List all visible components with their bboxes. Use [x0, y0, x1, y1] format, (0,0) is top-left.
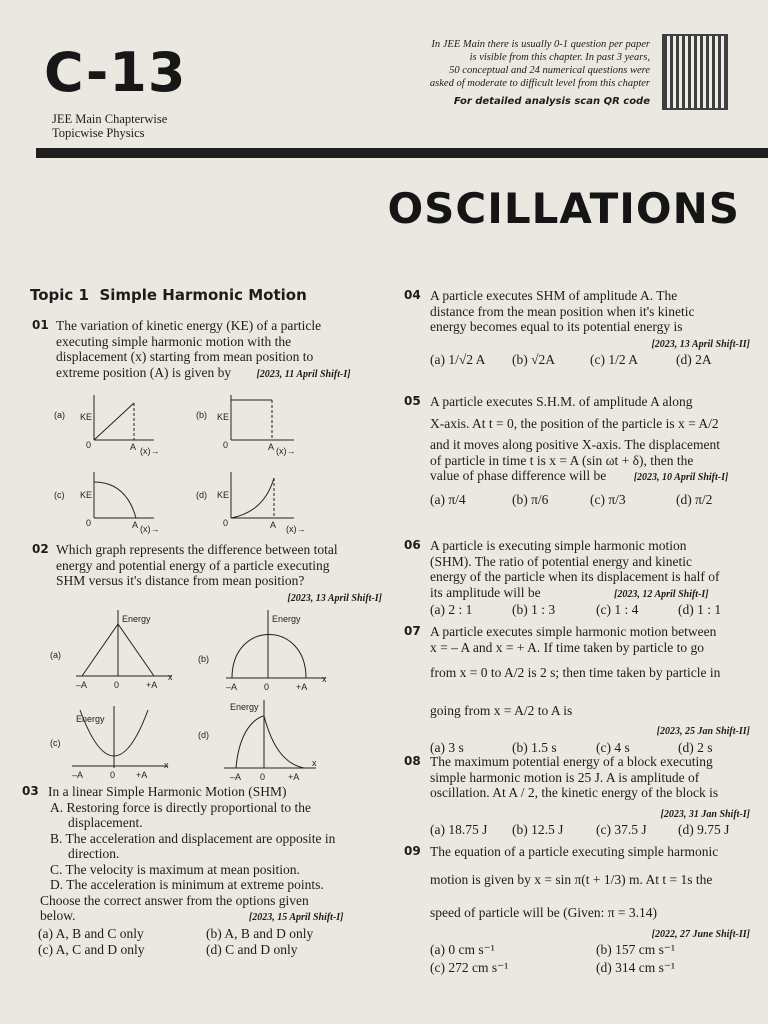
axis-label: (x)→: [140, 446, 160, 456]
answer-option: (c) 272 cm s⁻¹: [430, 960, 509, 975]
answer-option: (d) 314 cm s⁻¹: [596, 960, 676, 975]
question-line: of particle in time t is x = A (sin ωt + δ), then the: [430, 452, 694, 468]
question-line: simple harmonic motion is 25 J. A is amplitude of: [430, 769, 700, 785]
exam-reference: [2023, 15 April Shift-I]: [248, 912, 344, 923]
question-line: A particle executes SHM of amplitude A. The: [430, 288, 678, 303]
axis-label: 0: [223, 518, 229, 528]
chapter-title: OSCILLATIONS: [387, 184, 740, 233]
axis-label: –A: [230, 772, 242, 782]
question-line: its amplitude will be: [430, 584, 541, 600]
ke-curve: [231, 478, 274, 518]
option-label: (b): [196, 410, 207, 420]
answer-option: (c) 37.5 J: [596, 822, 647, 837]
question-line: x = – A and x = + A. If time taken by particle to go: [430, 639, 705, 655]
question-number: 04: [404, 288, 421, 302]
axis-label: 0: [86, 518, 92, 528]
axis-label: Energy: [122, 614, 151, 624]
question-line: value of phase difference will be: [430, 468, 607, 483]
axis-label: 0: [86, 440, 92, 450]
question-line: extreme position (A) is given by: [56, 364, 232, 380]
answer-option: (d) 2A: [676, 352, 712, 367]
answer-option: (a) π/4: [430, 491, 466, 507]
exam-info: [330, 38, 650, 90]
question-05: [404, 394, 756, 514]
energy-curve: [232, 635, 306, 679]
question-line: X-axis. At t = 0, the position of the particle is x = A/2: [430, 415, 719, 431]
question-line: A particle executes simple harmonic motion between: [430, 624, 717, 639]
answer-option: (d) 9.75 J: [678, 822, 730, 837]
axis-label: +A: [146, 680, 158, 690]
answer-option: (c) A, C and D only: [38, 941, 145, 957]
header-divider: [36, 148, 768, 158]
statement: Choose the correct answer from the options given: [40, 892, 309, 908]
axis-label: 0: [264, 682, 270, 692]
statement: displacement.: [68, 815, 143, 830]
answer-option: (b) π/6: [512, 491, 549, 507]
question-line: speed of particle will be (Given: π = 3.14): [430, 905, 657, 920]
ke-curve: [94, 403, 134, 440]
answer-option: (b) 12.5 J: [512, 822, 564, 837]
info-line: 50 conceptual and 24 numerical questions were: [449, 65, 650, 76]
answer-option: (a) 3 s: [430, 739, 464, 755]
question-line: (SHM). The ratio of potential energy and kinetic: [430, 553, 692, 569]
statement: D. The acceleration is minimum at extreme points.: [50, 877, 324, 892]
axis-label: KE: [217, 490, 230, 500]
exam-reference: [2023, 25 Jan Shift-II]: [656, 726, 750, 737]
question-line: energy of the particle when its displacement is half of: [430, 569, 720, 584]
question-09: [404, 844, 756, 978]
answer-option: (b) √2A: [512, 352, 556, 367]
info-line: asked of moderate to difficult level from this chapter: [429, 78, 650, 89]
answer-option: (a) 0 cm s⁻¹: [430, 942, 495, 957]
question-08: [404, 754, 756, 840]
axis-label: 0: [260, 772, 266, 782]
axis-label: –A: [76, 680, 88, 690]
option-label: (c): [54, 490, 65, 500]
option-label: (c): [50, 738, 61, 748]
question-line: executing simple harmonic motion with the: [56, 333, 292, 349]
axis-label: A: [130, 442, 137, 452]
question-line: oscillation. At A / 2, the kinetic energy of the block is: [430, 785, 719, 800]
answer-option: (d) 1 : 1: [678, 602, 722, 617]
ke-curve: [94, 482, 136, 518]
axis-label: (x)→: [140, 524, 160, 534]
statement: B. The acceleration and displacement are opposite in: [50, 830, 336, 846]
axis-label: x: [312, 758, 317, 768]
question-line: Which graph represents the difference between total: [56, 542, 338, 557]
question-04: [404, 288, 756, 374]
answer-option: (a) 18.75 J: [430, 822, 488, 837]
question-03: [22, 784, 382, 958]
scan-note: For detailed analysis scan QR code: [453, 96, 650, 107]
axis-label: KE: [217, 412, 230, 422]
question-number: 07: [404, 624, 421, 638]
statement: below.: [40, 908, 76, 923]
question-line: SHM versus it's distance from mean position?: [56, 573, 305, 588]
option-label: (d): [196, 490, 207, 500]
question-line: from x = 0 to A/2 is 2 s; then time taken by particle in: [430, 665, 721, 680]
axis-label: Energy: [76, 714, 105, 724]
axis-label: KE: [80, 490, 93, 500]
answer-option: (b) 1 : 3: [512, 602, 556, 617]
q01-graphs: [36, 390, 346, 540]
question-line: energy and potential energy of a particle executing: [56, 557, 330, 573]
question-number: 06: [404, 538, 421, 552]
question-line: and it moves along positive X-axis. The displacement: [430, 437, 720, 452]
question-number: 05: [404, 394, 421, 408]
answer-option: (b) 157 cm s⁻¹: [596, 942, 676, 957]
axis-label: (x)→: [276, 446, 296, 456]
info-line: In JEE Main there is usually 0-1 question per paper: [431, 39, 650, 50]
axis-label: –A: [72, 770, 84, 780]
axis-label: 0: [110, 770, 116, 780]
answer-option: (c) 1/2 A: [590, 352, 638, 367]
answer-option: (c) π/3: [590, 491, 626, 507]
axis-label: Energy: [230, 702, 259, 712]
exam-reference: [2023, 13 April Shift-II]: [651, 338, 750, 350]
book-series: [52, 112, 167, 140]
axis-label: A: [132, 520, 139, 530]
exam-reference: [2023, 13 April Shift-I]: [287, 592, 382, 604]
series-line: JEE Main Chapterwise: [52, 112, 168, 126]
question-line: The equation of a particle executing simple harmonic: [430, 844, 719, 859]
question-06: [404, 538, 756, 620]
answer-option: (a) A, B and C only: [38, 925, 144, 941]
axis-label: +A: [136, 770, 148, 780]
answer-option: (d) C and D only: [206, 941, 298, 957]
question-line: The maximum potential energy of a block executing: [430, 754, 713, 769]
question-number: 01: [32, 318, 49, 332]
exam-reference: [2023, 10 April Shift-I]: [633, 472, 729, 483]
question-number: 03: [22, 784, 39, 798]
question-07: [404, 624, 756, 758]
question-line: going from x = A/2 to A is: [430, 702, 573, 718]
statement: direction.: [68, 846, 120, 861]
series-line: Topicwise Physics: [52, 126, 145, 140]
energy-curve: [236, 716, 304, 768]
answer-option: (c) 1 : 4: [596, 602, 639, 617]
axis-label: x: [168, 672, 173, 682]
axis-label: x: [322, 674, 327, 684]
option-label: (a): [54, 410, 65, 420]
axis-label: 0: [223, 440, 229, 450]
chapter-code: C-13: [44, 41, 187, 104]
question-01: [32, 318, 382, 382]
qr-code-icon: [662, 34, 728, 110]
axis-label: +A: [296, 682, 308, 692]
axis-label: +A: [288, 772, 300, 782]
topic-title: Simple Harmonic Motion: [99, 286, 307, 304]
axis-label: x: [164, 760, 169, 770]
question-number: 08: [404, 754, 421, 768]
question-line: A particle executes S.H.M. of amplitude A along: [430, 394, 693, 409]
question-line: distance from the mean position when it's kinetic: [430, 303, 695, 319]
axis-label: (x)→: [286, 524, 306, 534]
axis-label: KE: [80, 412, 93, 422]
axis-label: A: [270, 520, 277, 530]
question-02: [32, 542, 382, 606]
exam-reference: [2022, 27 June Shift-II]: [651, 928, 750, 940]
info-line: is visible from this chapter. In past 3 years,: [469, 52, 650, 63]
answer-option: (c) 4 s: [596, 739, 630, 755]
axis-label: –A: [226, 682, 238, 692]
answer-option: (a) 2 : 1: [430, 602, 473, 617]
answer-option: (a) 1/√2 A: [430, 352, 486, 367]
q02-graphs: [36, 606, 346, 782]
answer-option: (b) 1.5 s: [512, 739, 557, 755]
axis-label: A: [268, 442, 275, 452]
question-number: 02: [32, 542, 49, 556]
question-line: The variation of kinetic energy (KE) of a particle: [56, 318, 322, 333]
question-line: energy becomes equal to its potential energy is: [430, 319, 683, 334]
statement: C. The velocity is maximum at mean position.: [50, 861, 300, 877]
option-label: (d): [198, 730, 209, 740]
question-line: displacement (x) starting from mean position to: [56, 349, 314, 364]
statement: A. Restoring force is directly proportional to the: [50, 799, 311, 815]
question-line: motion is given by x = sin π(t + 1/3) m. At t = 1s the: [430, 871, 713, 887]
axis-label: 0: [114, 680, 120, 690]
exam-reference: [2023, 11 April Shift-I]: [256, 368, 351, 380]
option-label: (a): [50, 650, 61, 660]
answer-option: (b) A, B and D only: [206, 925, 314, 941]
answer-option: (d) π/2: [676, 491, 713, 507]
question-line: In a linear Simple Harmonic Motion (SHM): [48, 784, 287, 799]
option-label: (b): [198, 654, 209, 664]
question-number: 09: [404, 844, 421, 858]
question-line: A particle is executing simple harmonic motion: [430, 538, 687, 553]
exam-reference: [2023, 31 Jan Shift-I]: [660, 808, 750, 820]
exam-reference: [2023, 12 April Shift-I]: [614, 588, 709, 600]
topic-label: Topic 1: [30, 286, 89, 304]
topic-heading: [30, 286, 307, 304]
answer-option: (d) 2 s: [678, 739, 713, 755]
axis-label: Energy: [272, 614, 301, 624]
